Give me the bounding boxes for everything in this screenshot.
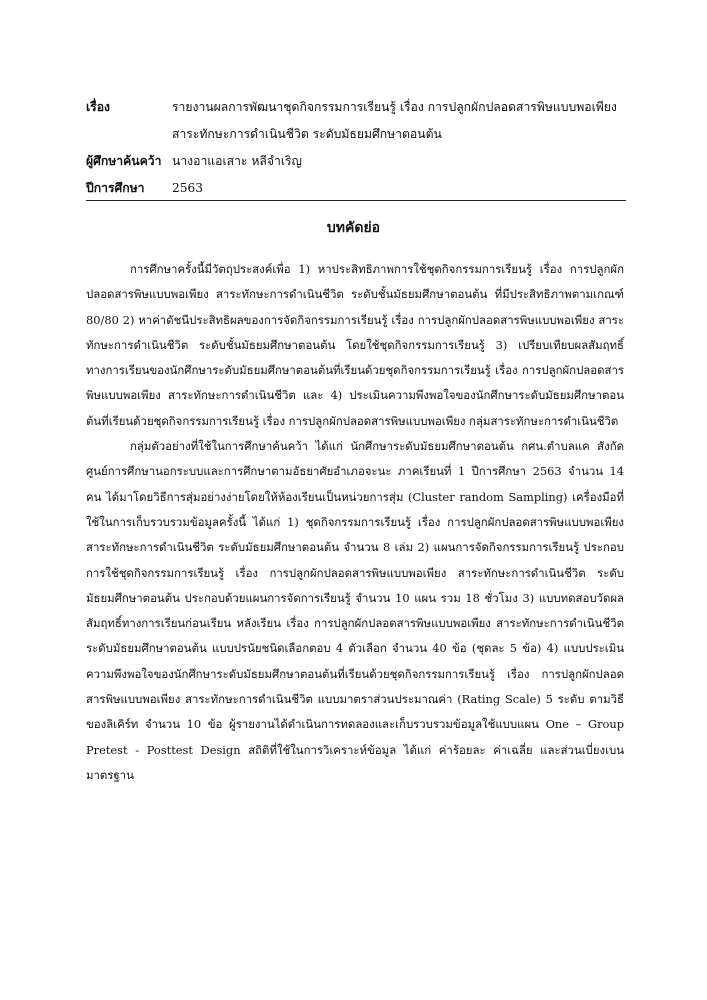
topic-row: [86, 94, 626, 148]
researcher-row: [86, 148, 626, 175]
topic-label: เรื่อง: [86, 100, 110, 114]
researcher-label: ผู้ศึกษาค้นคว้า: [86, 154, 162, 168]
header-divider: [86, 200, 626, 201]
researcher-name: นางอาแอเสาะ หลีจำเริญ: [172, 154, 302, 168]
abstract-paragraph-1: การศึกษาครั้งนี้มีวัตถุประสงค์เพื่อ 1) หาประสิทธิภาพการใช้ชุดกิจกรรมการเรียนรู้ เรื่อง การปลูกผักปลอดสารพิษแบบพอเพียง สาระทักษะการดำเนินชีวิต ระดับชั้นมัธยมศึกษาตอนต้น ที่มีประสิทธิภาพตามเกณฑ์ 80/80 2) หาค่าดัชนีประสิทธิผลของการจัดกิจกรรมการเรียนรู้ เรื่อง การปลูกผักปลอดสารพิษแบบพอเพียง สาระทักษะการดำเนินชีวิต ระดับชั้นมัธยมศึกษาตอนต้น โดยใช้ชุดกิจกรรมการเรียนรู้ 3) เปรียบเทียบผลสัมฤทธิ์ทางการเรียนของนักศึกษาระดับมัธยมศึกษาตอนต้นที่เรียนด้วยชุดกิจกรรมการเรียนรู้ เรื่อง การปลูกผักปลอดสารพิษแบบพอเพียง สาระทักษะการดำเนินชีวิต และ 4) ประเมินความพึงพอใจของนักศึกษาระดับมัธยมศึกษาตอนต้นที่เรียนด้วยชุดกิจกรรมการเรียนรู้ เรื่อง การปลูกผักปลอดสารพิษแบบพอเพียง กลุ่มสาระทักษะการดำเนินชีวิต: [86, 262, 624, 428]
topic-line-2: สาระทักษะการดำเนินชีวิต ระดับมัธยมศึกษาตอนต้น: [172, 127, 442, 141]
year-value: 2563: [172, 181, 204, 195]
abstract-paragraph-2: กลุ่มตัวอย่างที่ใช้ในการศึกษาค้นคว้า ได้แก่ นักศึกษาระดับมัธยมศึกษาตอนต้น กศน.ตำบลแค สังกัดศูนย์การศึกษานอกระบบและการศึกษาตามอัธยาศัยอำเภอจะนะ ภาคเรียนที่ 1 ปีการศึกษา 2563 จำนวน 14 คน ได้มาโดยวิธีการสุ่มอย่างง่ายโดยให้ห้องเรียนเป็นหน่วยการสุ่ม (Cluster random Sampling) เครื่องมือที่ใช้ในการเก็บรวบรวมข้อมูลครั้งนี้ ได้แก่ 1) ชุดกิจกรรมการเรียนรู้ เรื่อง การปลูกผักปลอดสารพิษแบบพอเพียง สาระทักษะการดำเนินชีวิต ระดับมัธยมศึกษาตอนต้น จำนวน 8 เล่ม 2) แผนการจัดกิจกรรมการเรียนรู้ ประกอบการใช้ชุดกิจกรรมการเรียนรู้ เรื่อง การปลูกผักปลอดสารพิษแบบพอเพียง สาระทักษะการดำเนินชีวิต ระดับมัธยมศึกษาตอนต้น ประกอบด้วยแผนการจัดการเรียนรู้ จำนวน 10 แผน รวม 18 ชั่วโมง 3) แบบทดสอบวัดผลสัมฤทธิ์ทางการเรียนก่อนเรียน หลังเรียน เรื่อง การปลูกผักปลอดสารพิษแบบพอเพียง สาระทักษะการดำเนินชีวิต ระดับมัธยมศึกษาตอนต้น แบบปรนัยชนิดเลือกตอบ 4 ตัวเลือก จำนวน 40 ข้อ (ชุดละ 5 ข้อ) 4) แบบประเมินความพึงพอใจของนักศึกษาระดับมัธยมศึกษาตอนต้นที่เรียนด้วยชุดกิจกรรมการเรียนรู้ เรื่อง การปลูกผักปลอดสารพิษแบบพอเพียง สาระทักษะการดำเนินชีวิต แบบมาตราส่วนประมาณค่า (Rating Scale) 5 ระดับ ตามวิธีของลิเคิร์ท จำนวน 10 ข้อ ผู้รายงานได้ดำเนินการทดลองและเก็บรวบรวมข้อมูลใช้แบบแผน One – Group Pretest - Posttest Design สถิติที่ใช้ในการวิเคราะห์ข้อมูล ได้แก่ ค่าร้อยละ ค่าเฉลี่ย และส่วนเบี่ยงเบนมาตรฐาน: [86, 439, 624, 782]
year-row: [86, 175, 626, 202]
topic-value: [172, 94, 626, 148]
topic-line-1: รายงานผลการพัฒนาชุดกิจกรรมการเรียนรู้ เรื่อง การปลูกผักปลอดสารพิษแบบพอเพียง: [172, 100, 617, 114]
abstract-body: [86, 257, 624, 788]
abstract-title: บทคัดย่อ: [326, 220, 381, 236]
year-label: ปีการศึกษา: [86, 181, 145, 195]
document-metadata: [86, 94, 626, 202]
